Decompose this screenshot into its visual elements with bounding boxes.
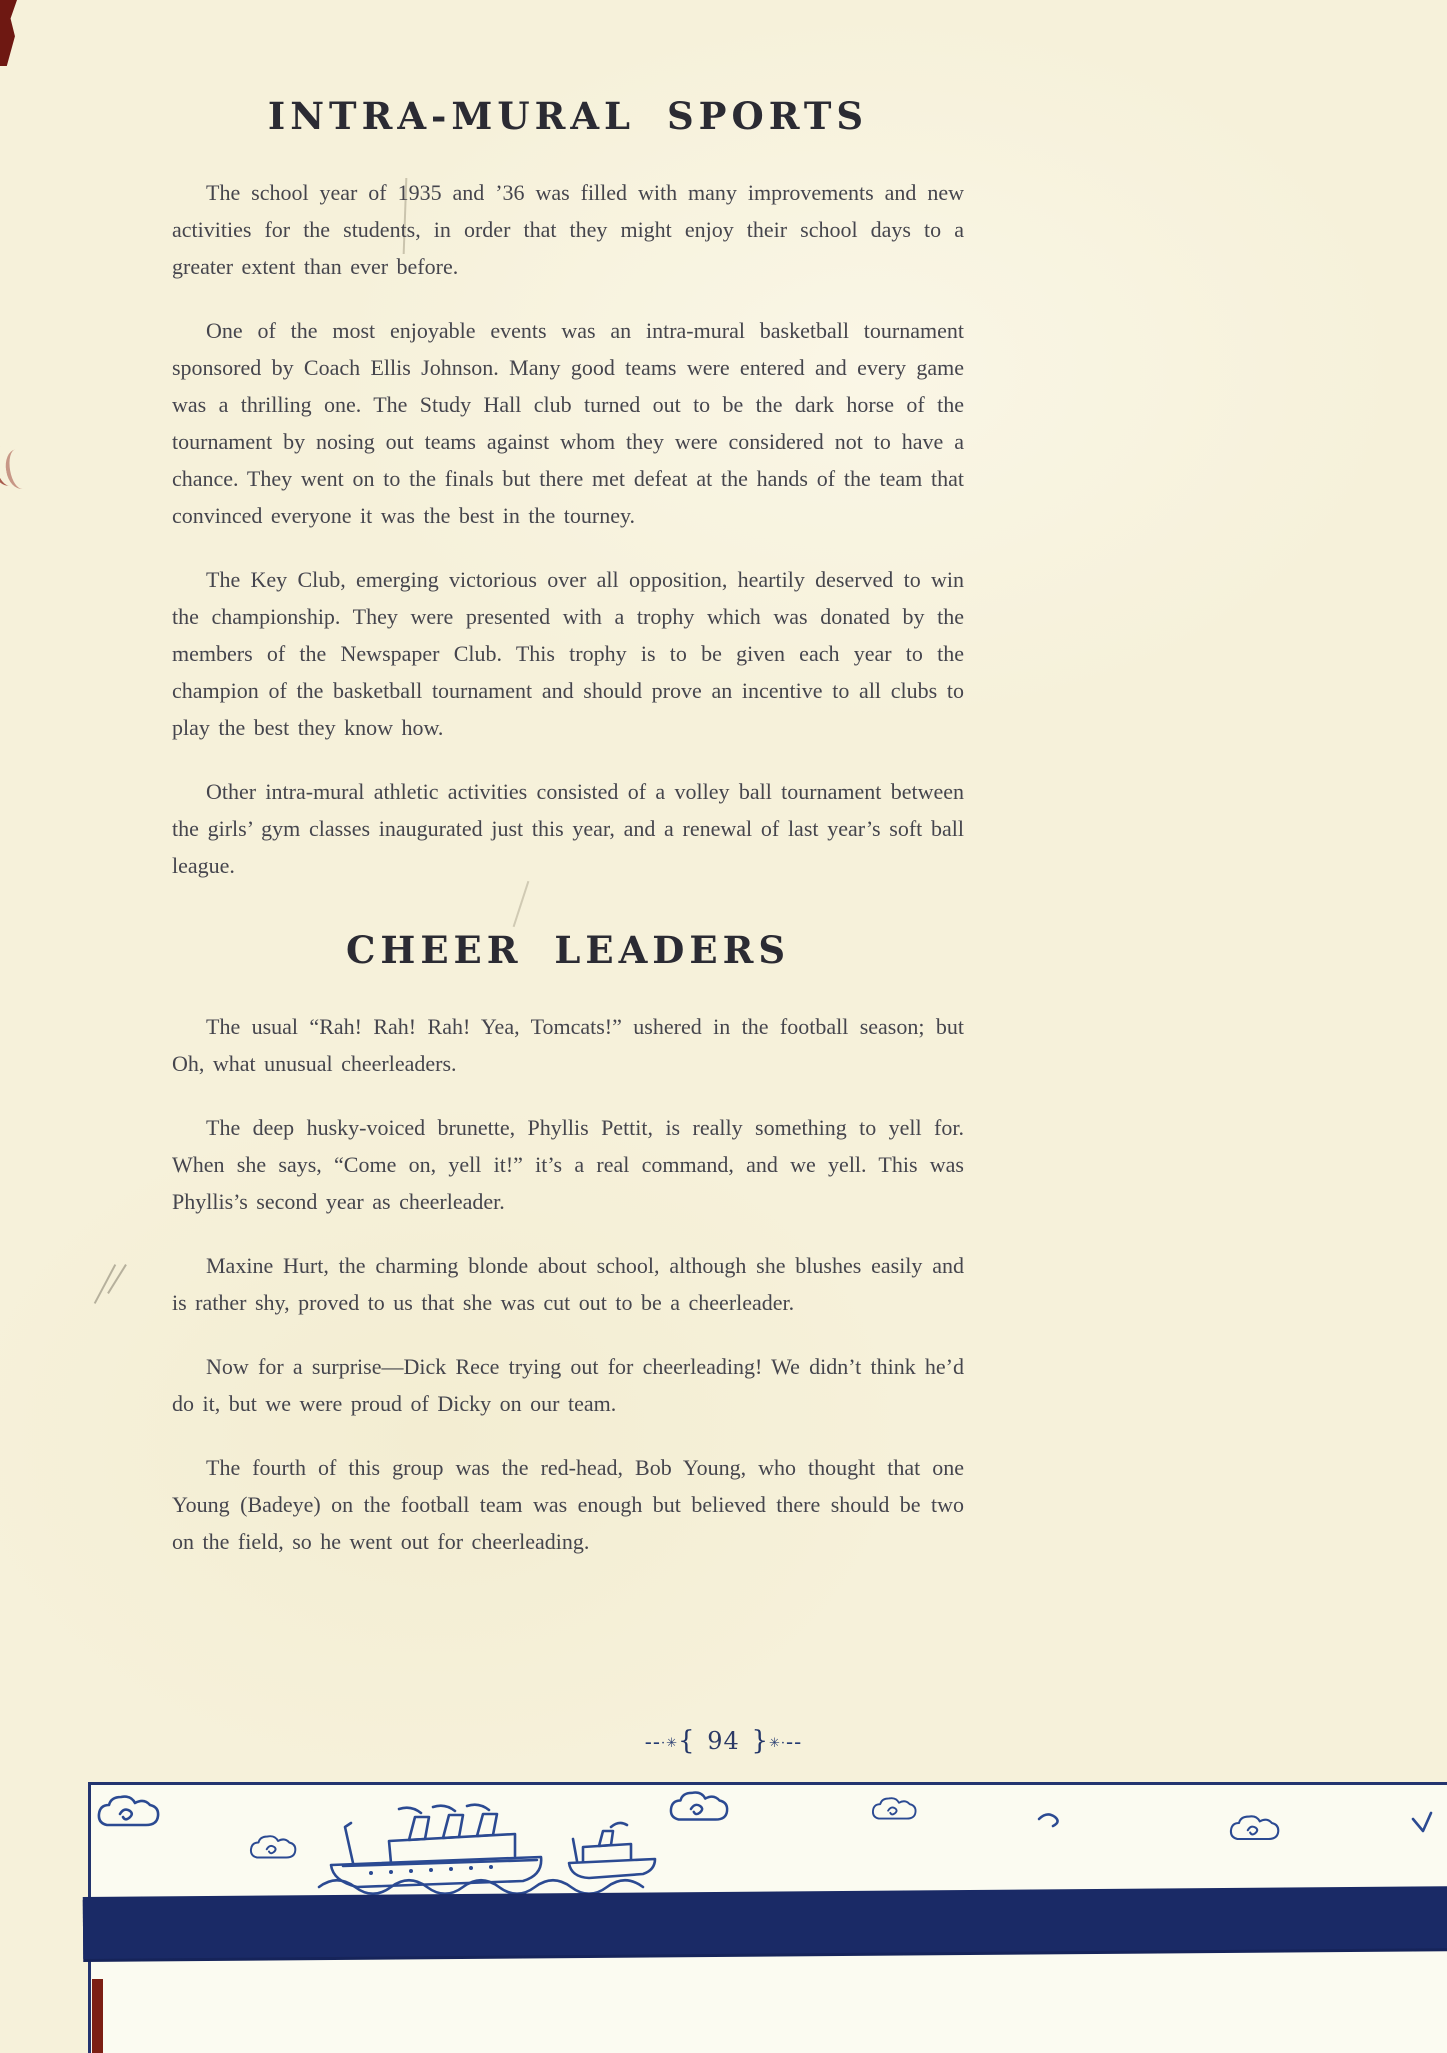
paragraph-dick-rece: Now for a surprise—Dick Rece trying out for cheerleading! We didn’t think he’d do it, but we were proud of Dicky on our team. xyxy=(172,1354,964,1416)
text-column xyxy=(172,0,964,1560)
scan-mark-top-left xyxy=(0,0,17,66)
page-number: 94 xyxy=(707,1727,740,1755)
scan-mark-red-stripe xyxy=(92,1979,103,2053)
page-title-intra-mural-sports: INTRA-MURAL SPORTS xyxy=(267,94,869,138)
paragraph-phyllis-pettit: The deep husky-voiced brunette, Phyllis Pettit, is really something to yell for. When she says, “Come on, yell it!” it’s a real command, and we yell. This was Phyllis’s second year as cheerleader. xyxy=(172,1115,964,1214)
paragraph-bob-young: The fourth of this group was the red-head, Bob Young, who thought that one Young (Badeye) on the football team was enough but believed there should be two on the field, so he went out for cheerleading. xyxy=(172,1455,964,1554)
steamship-and-clouds-icon xyxy=(91,1789,1447,1901)
brace-right: } xyxy=(751,1726,770,1756)
page-number-ornament xyxy=(645,1726,802,1756)
paragraph-key-club: The Key Club, emerging victorious over all opposition, heartily deserved to win the championship. They were presented with a trophy which was donated by the members of the Newspaper Club. This trophy is to be given each year to the champion of the basketball tournament and should prove an incentive to all clubs to play the best they know how. xyxy=(172,567,964,740)
brace-left: { xyxy=(677,1726,696,1756)
ornament-dash-right: -- xyxy=(786,1730,803,1754)
paragraph-rah-rah: The usual “Rah! Rah! Rah! Yea, Tomcats!” ushered in the football season; but Oh, what unusual cheerleaders. xyxy=(172,1014,964,1076)
scan-mark-left-smudge xyxy=(0,446,38,492)
paragraph-maxine-hurt: Maxine Hurt, the charming blonde about school, although she blushes easily and is rather shy, proved to us that she was cut out to be a cheerleader. xyxy=(172,1253,964,1315)
pencil-mark xyxy=(104,1262,164,1308)
navy-footer-bar xyxy=(83,1886,1447,1959)
ornament-right-icon: ✳· xyxy=(769,1736,787,1751)
ornament-dash-left: -- xyxy=(644,1730,661,1754)
paragraph-other-activities: Other intra-mural athletic activities consisted of a volley ball tournament between the girls’ gym classes inaugurated just this year, and a renewal of last year’s soft ball league. xyxy=(172,779,964,878)
footer-illustrated-band xyxy=(88,1782,1447,2053)
paragraph-basketball-tournament: One of the most enjoyable events was an intra-mural basketball tournament sponsored by Coach Ellis Johnson. Many good teams were entered and every game was a thrilling one. The Study Hall club turned out to be the dark horse of the tournament by nosing out teams against whom they were considered not to have a chance. They went on to the finals but there met defeat at the hands of the team that convinced everyone it was the best in the tourney. xyxy=(172,318,964,528)
paragraph-school-year: The school year of 1935 and ’36 was filled with many improvements and new activities for the students, in order that they might enjoy their school days to a greater extent than ever before. xyxy=(172,180,964,279)
section-title-cheer-leaders: CHEER LEADERS xyxy=(345,928,791,972)
ornament-left-icon: ·✳ xyxy=(660,1736,678,1751)
